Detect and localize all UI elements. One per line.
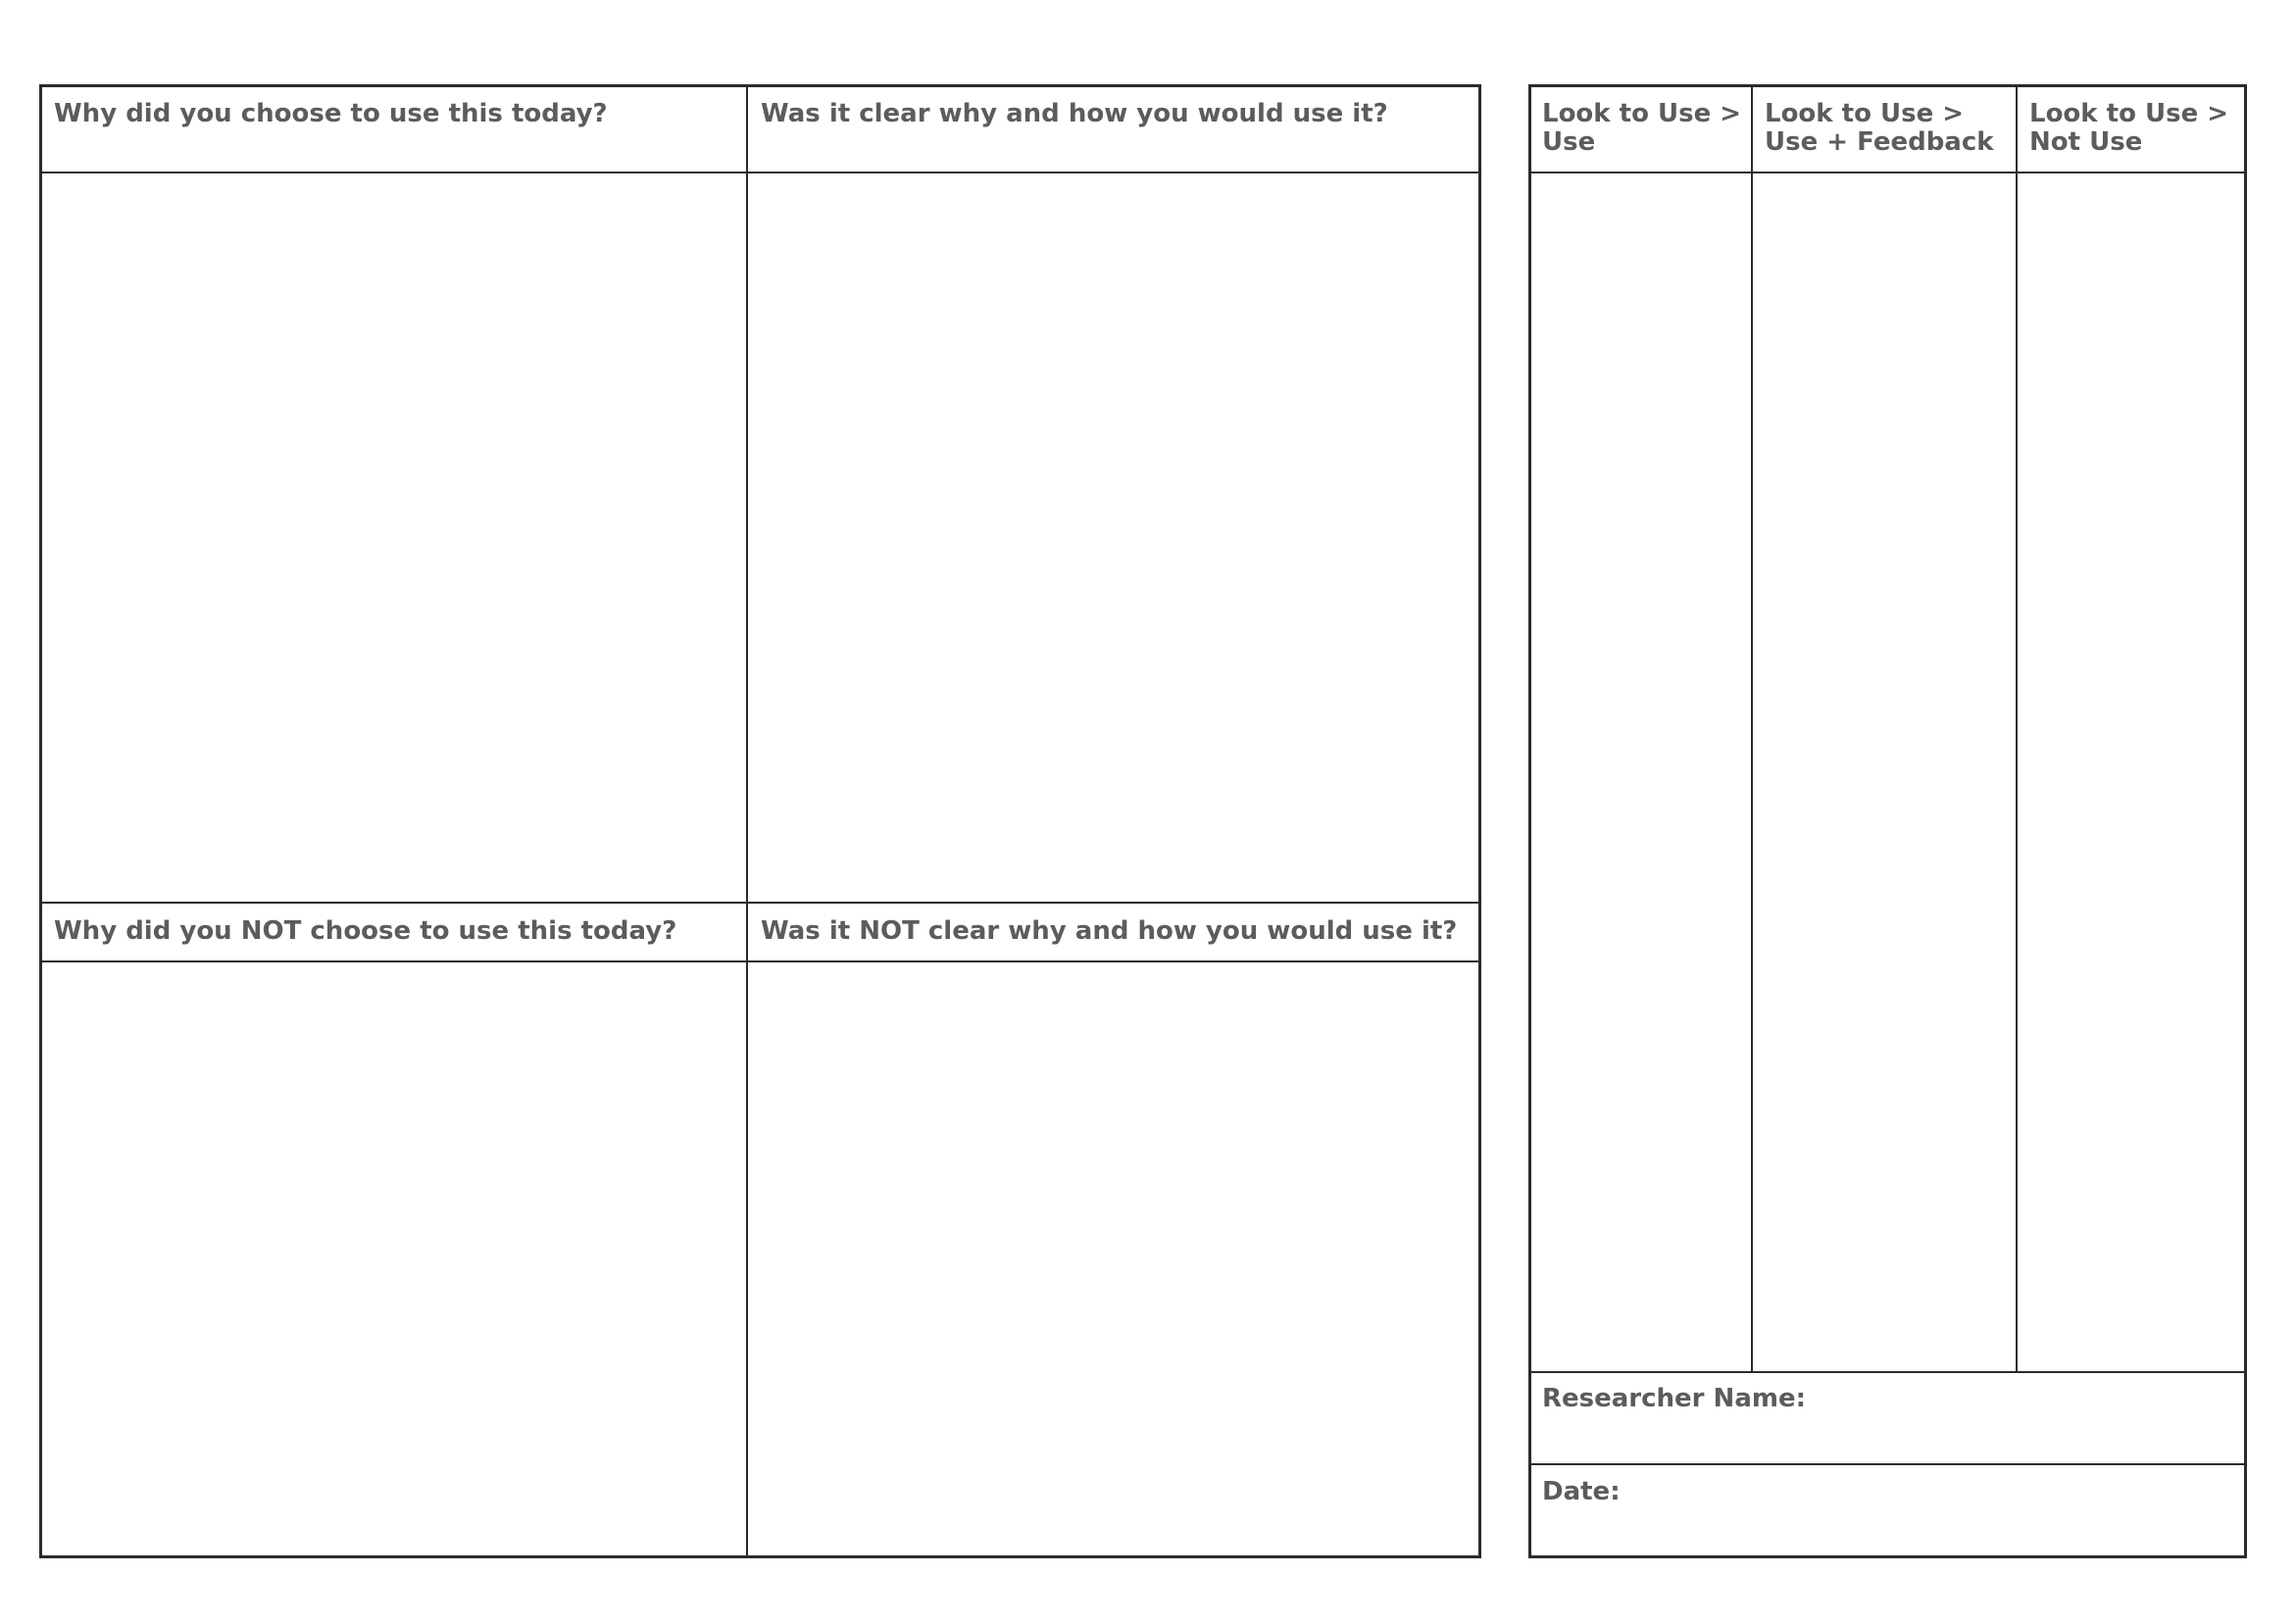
date-field[interactable] bbox=[1531, 1466, 2244, 1555]
left-grid-header-divider-bottom bbox=[39, 960, 1481, 962]
researcher-name-field[interactable] bbox=[1531, 1374, 2244, 1463]
left-grid-header-divider-top bbox=[39, 172, 1481, 173]
column-heading-look-to-use-use: Look to Use > Use bbox=[1542, 99, 1742, 157]
heading-was-it-not-clear: Was it NOT clear why and how you would use it? bbox=[761, 916, 1458, 946]
heading-why-not-chose-to-use: Why did you NOT choose to use this today? bbox=[54, 916, 677, 946]
left-grid-column-divider bbox=[746, 84, 748, 1558]
answer-area-why-chose-to-use[interactable] bbox=[42, 174, 746, 902]
column-heading-look-to-use-not-use: Look to Use > Not Use bbox=[2029, 99, 2229, 157]
date-label: Date: bbox=[1542, 1477, 1621, 1506]
right-grid-header-divider bbox=[1528, 172, 2247, 173]
heading-why-chose-to-use: Why did you choose to use this today? bbox=[54, 99, 608, 128]
answer-area-was-it-clear[interactable] bbox=[749, 174, 1478, 902]
column-heading-look-to-use-use-feedback: Look to Use > Use + Feedback bbox=[1765, 99, 1994, 157]
answer-area-was-it-not-clear[interactable] bbox=[749, 963, 1478, 1555]
right-grid-tally-bottom-divider bbox=[1528, 1371, 2247, 1373]
right-grid-name-date-divider bbox=[1528, 1463, 2247, 1465]
left-grid-middle-divider bbox=[39, 902, 1481, 904]
heading-was-it-clear: Was it clear why and how you would use it? bbox=[761, 99, 1388, 128]
tally-area-look-to-use-not-use[interactable] bbox=[2018, 174, 2244, 1371]
tally-area-look-to-use-use[interactable] bbox=[1531, 174, 1751, 1371]
tally-area-look-to-use-use-feedback[interactable] bbox=[1753, 174, 2016, 1371]
answer-area-why-not-chose-to-use[interactable] bbox=[42, 963, 746, 1555]
researcher-name-label: Researcher Name: bbox=[1542, 1384, 1806, 1413]
